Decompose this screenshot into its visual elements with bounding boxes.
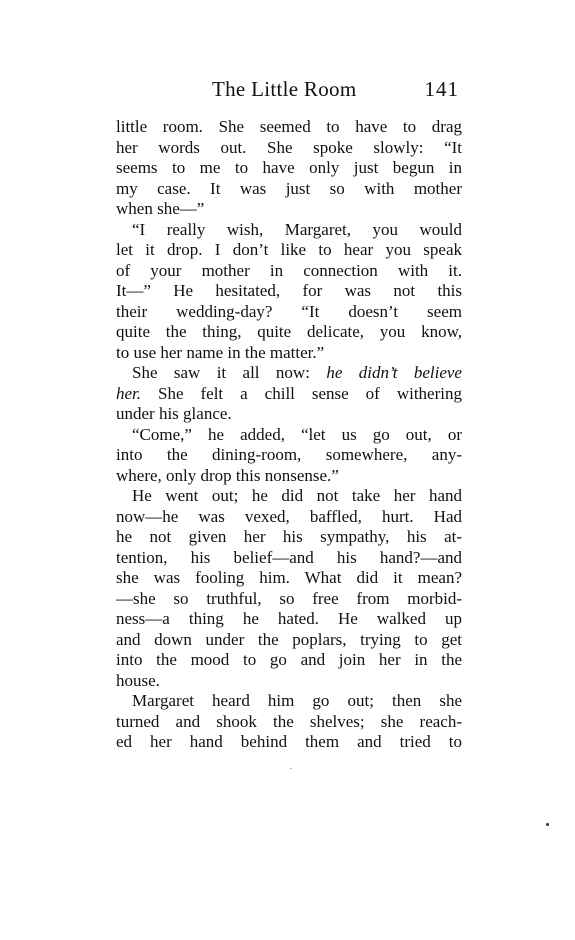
text-line: let it drop. I don’t like to hear you speak	[116, 240, 462, 259]
text-line: when she—”	[116, 199, 205, 218]
text-line: under his glance.	[116, 404, 232, 423]
running-head	[116, 77, 462, 103]
text-line: He went out; he did not take her hand	[132, 486, 462, 505]
text-line: into the mood to go and join her in the	[116, 650, 462, 669]
page-number: 141	[424, 77, 459, 101]
text-line: house.	[116, 670, 160, 690]
italic-phrase: he didn’t believe	[326, 363, 462, 382]
paper-speck	[290, 768, 292, 769]
text-line-with-italic	[116, 384, 462, 405]
text-line: —she so truthful, so free from morbid-	[116, 588, 462, 608]
text-line: my case. It was just so with mother	[116, 178, 462, 198]
running-title: The Little Room	[212, 77, 357, 101]
text-line: turned and shook the shelves; she reach-	[116, 711, 462, 731]
text-line-with-italic	[116, 363, 462, 384]
text-segment: She saw it all now:	[132, 363, 327, 382]
text-line: where, only drop this nonsense.”	[116, 465, 339, 485]
text-line: their wedding-day? “It doesn’t seem	[116, 301, 462, 321]
text-line: and down under the poplars, trying to get	[116, 629, 462, 649]
text-segment: She felt a chill sense of withering	[141, 383, 462, 403]
text-line: her words out. She spoke slowly: “It	[116, 137, 462, 157]
text-line: ed her hand behind them and tried to	[116, 732, 462, 751]
text-line: tention, his belief—and his hand?—and	[116, 547, 462, 567]
text-line: he not given her his sympathy, his at-	[116, 527, 462, 546]
text-line: little room. She seemed to have to drag	[116, 117, 462, 136]
text-line: now—he was vexed, baffled, hurt. Had	[116, 506, 462, 526]
text-line: to use her name in the matter.”	[116, 342, 325, 362]
text-line: Margaret heard him go out; then she	[132, 691, 462, 710]
paper-speck	[546, 823, 549, 826]
text-line: “Come,” he added, “let us go out, or	[132, 424, 462, 444]
text-line: seems to me to have only just begun in	[116, 158, 462, 177]
body-text	[116, 117, 462, 753]
text-line: It—” He hesitated, for was not this	[116, 281, 462, 300]
text-line: of your mother in connection with it.	[116, 260, 462, 280]
text-line: she was fooling him. What did it mean?	[116, 568, 462, 587]
italic-phrase: her.	[116, 383, 142, 403]
text-line: “I really wish, Margaret, you would	[132, 219, 462, 239]
text-line: ness—a thing he hated. He walked up	[116, 609, 462, 628]
text-line: into the dining-room, somewhere, any-	[116, 445, 462, 464]
text-line: quite the thing, quite delicate, you know,	[116, 322, 462, 341]
